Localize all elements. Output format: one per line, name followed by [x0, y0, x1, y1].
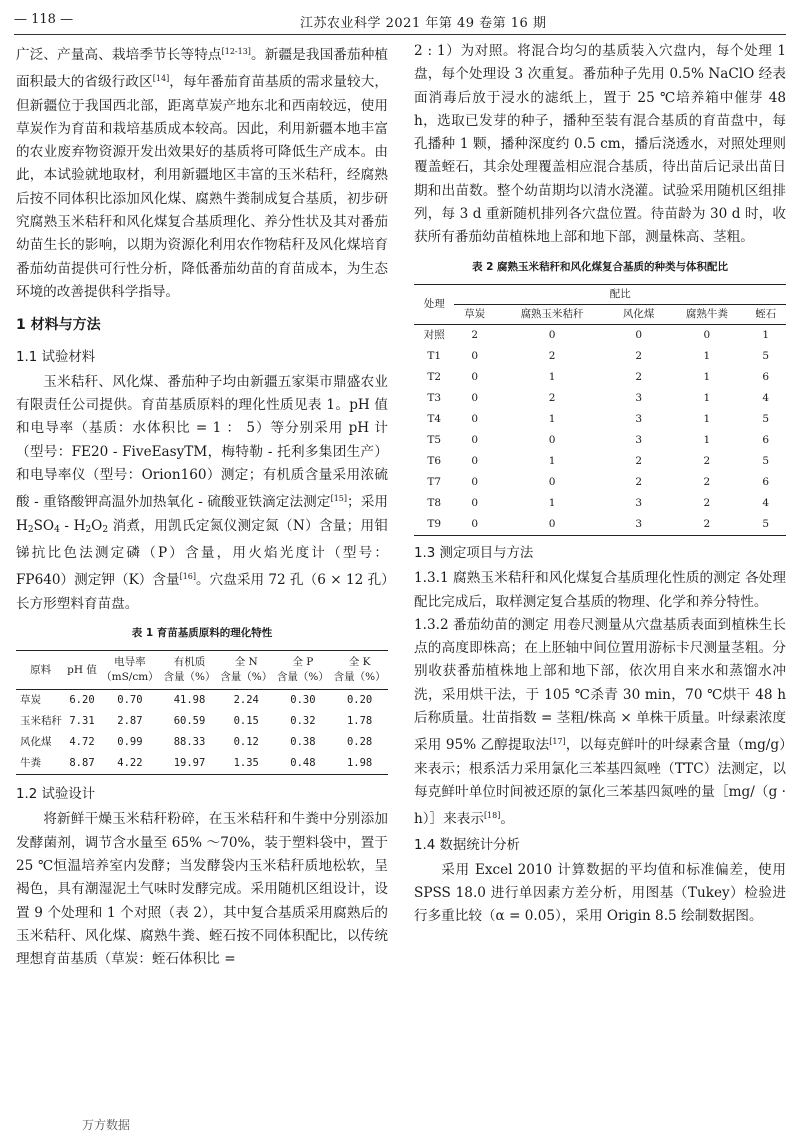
table1-row — [16, 753, 388, 775]
table2-cell: 1 — [548, 454, 556, 467]
table2-cell: 1 — [703, 370, 711, 383]
table2-cell: T9 — [427, 517, 442, 530]
intro-paragraph: 广泛、产量高、栽培季节长等特点[12-13]。新疆是我国番茄种植面积最大的省级行政区[14]，每年番茄育苗基质的需求量较大，但新疆位于我国西北部，距离草炭产地东北和西南较远，使用草炭作为育苗和栽培基质成本较高。因此，利用新疆本地丰富的农业废弃物资源开发出效果好的基质将可降低生产成本。由此，本试验就地取材，利用新疆地区丰富的玉米秸秆，经腐熟后按不同体积比添加风化煤、腐熟牛粪制成复合基质，初步研究腐熟玉米秸秆和风化煤复合基质理化、养分性状及其对番茄幼苗生长的影响，以期为资源化利用农作物秸秆及风化煤培育番茄幼苗提供可行性分析，降低番茄幼苗的育苗成本，为生态环境的改善提供科学指导。 — [16, 47, 389, 300]
table2-cell: 0 — [471, 349, 479, 362]
table2-cell: 3 — [635, 517, 643, 530]
table1-header-cell: 原料 — [30, 663, 52, 676]
table2-cell: 0 — [548, 433, 556, 446]
table2-cell: 0 — [471, 496, 479, 509]
table1-cell: 4.22 — [117, 757, 143, 770]
table2-row — [414, 451, 786, 472]
table1-header-cell: 全 K 含量（%） — [333, 656, 386, 684]
table1-cell: 草炭 — [20, 694, 41, 707]
table1-cell: 19.97 — [173, 757, 206, 770]
table2-cell: 6 — [762, 370, 770, 383]
table2-cell: T2 — [427, 370, 442, 383]
header-rule — [14, 34, 786, 35]
statistics-paragraph: 采用 Excel 2010 计算数据的平均值和标准偏差，使用 SPSS 18.0 进行单因素方差分析，用图基（Tukey）检验进行多重比较（α = 0.05），采用 Origin 8.5 绘制数据图。 — [414, 861, 786, 925]
table1-cell: 0.38 — [290, 736, 316, 749]
table2-cell: 2 — [703, 454, 711, 467]
table1-header-cell: 有机质 含量（%） — [163, 656, 216, 684]
table2-cell: 0 — [703, 328, 711, 341]
table2-cell: 3 — [635, 412, 643, 425]
table2-header-treatment: 处理 — [423, 297, 445, 310]
method-131-title: 1.3.1 腐熟玉米秸秆和风化煤复合基质理化性质的测定 — [414, 570, 741, 587]
method-132-title: 1.3.2 番茄幼苗的测定 — [414, 616, 549, 633]
table2-cell: 0 — [471, 391, 479, 404]
table2-cell: T7 — [427, 475, 442, 488]
table2-cell: T6 — [427, 454, 442, 467]
table2-subheader-cell: 草炭 — [464, 307, 486, 320]
right-column — [414, 40, 786, 929]
table2-cell: 6 — [762, 475, 770, 488]
table2-row — [414, 367, 786, 388]
table2-cell: T4 — [427, 412, 442, 425]
table1-cell: 60.59 — [173, 715, 206, 728]
table2-cell: 1 — [548, 412, 556, 425]
journal-title: 江苏农业科学 2021 年第 49 卷第 16 期 — [300, 16, 547, 31]
table1-cell: 7.31 — [69, 715, 95, 728]
table2-cell: 3 — [635, 433, 643, 446]
table2-cell: 0 — [548, 517, 556, 530]
table2-cell: T8 — [427, 496, 442, 509]
table1-cell: 风化煤 — [20, 736, 52, 749]
table2-cell: 2 — [548, 349, 556, 362]
table1-cell: 0.32 — [290, 715, 316, 728]
table2-cell: 4 — [762, 391, 770, 404]
table1-header-cell: 电导率 （mS/cm） — [101, 656, 159, 684]
table2-cell: 1 — [703, 349, 711, 362]
table2-cell: 4 — [762, 496, 770, 509]
section-heading-materials: 1 材料与方法 — [16, 317, 101, 334]
table1-cell: 0.28 — [346, 736, 373, 749]
table2-cell: 3 — [635, 391, 643, 404]
citation: [16] — [179, 572, 196, 582]
table2-cell: 1 — [703, 412, 711, 425]
table1-cell: 41.98 — [173, 694, 206, 707]
table1-cell: 2.87 — [117, 715, 143, 728]
method-131-paragraph: 1.3.1 腐熟玉米秸秆和风化煤复合基质理化性质的测定 各处理配比完成后，取样测定复合基质的物理、化学和养分特性。 — [414, 570, 786, 610]
table2-cell: 5 — [762, 517, 770, 530]
table2-cell: T5 — [427, 433, 442, 446]
table1-cell: 牛粪 — [20, 757, 41, 770]
materials-paragraph: 玉米秸秆、风化煤、番茄种子均由新疆五家渠市鼎盛农业有限责任公司提供。育苗基质原料的理化性质见表 1。pH 值和电导率（基质：水体积比 = 1 ： 5）等分别采用 pH 计（型号：FE20 - FiveEasyTM，梅特勒 - 托利多集团生产）和电导率仪（型号：Orion160）测定；有机质含量采用浓硫酸 - 重铬酸钾高温外加热氧化 - 硫酸亚铁滴定法测定[15]；采用 $H_2SO_4 - H_2O_2$ 消煮，用凯氏定氮仪测定氮（N）含量；用钼锑抗比色法测定磷（P）含量，用火焰光度计（型号：FP640）测定钾（K）含量[16]。穴盘采用 72 孔（6 × 12 孔）长方形塑料育苗盘。 — [16, 373, 388, 612]
table2-cell: 0 — [471, 433, 479, 446]
table1-cell: 1.98 — [346, 757, 373, 770]
table2-row — [414, 324, 786, 346]
table2-cell: 0 — [548, 475, 556, 488]
table2-row — [414, 514, 786, 536]
table2-cell: 0 — [471, 454, 479, 467]
subsection-heading-methods: 1.3 测定项目与方法 — [414, 545, 534, 561]
subsection-heading-design: 1.2 试验设计 — [16, 787, 96, 803]
table1-header-cell: 全 N 含量（%） — [220, 656, 273, 684]
table2-cell: 1 — [703, 433, 711, 446]
table2-cell: 5 — [762, 349, 770, 362]
table2-cell: 3 — [635, 496, 643, 509]
table1-cell: 0.48 — [290, 757, 316, 770]
table2-cell: 5 — [762, 412, 770, 425]
table1-cell: 0.12 — [233, 736, 259, 749]
table2-cell: 0 — [471, 517, 479, 530]
table2-cell: 0 — [635, 328, 643, 341]
table2-cell: 0 — [471, 475, 479, 488]
table2-cell: 1 — [548, 370, 556, 383]
table2-cell: 2 — [703, 475, 711, 488]
design-continued-paragraph: 2 : 1）为对照。将混合均匀的基质装入穴盘内，每个处理 1 盘，每个处理设 3 次重复。番茄种子先用 0.5% NaClO 经表面消毒后放于浸水的滤纸上，置于 25 ℃培养箱中催芽 48 h，选取已发芽的种子，播种至装有混合基质的育苗盘中，每孔播种 1 颗，播种深度约 0.5 cm，播后浇透水，对照处理则覆盖蛭石，其余处理覆盖相应混合基质，待出苗后记录出苗日期和出苗数。整个幼苗期均以清水浇灌。试验采用随机区组排列，每 3 d 重新随机排列各穴盘位置。待苗龄为 30 d 时，收获所有番茄幼苗植株地上部和地下部，测量株高、茎粗。 — [414, 43, 786, 246]
table2-cell: 0 — [471, 412, 479, 425]
table1-cell: 0.30 — [290, 694, 316, 707]
table2-cell: T3 — [427, 391, 442, 404]
table2-subheader-cell: 腐熟玉米秸秆 — [520, 307, 584, 320]
table1-cell: 0.70 — [117, 694, 143, 707]
table2-row — [414, 493, 786, 514]
table2-cell: 5 — [762, 454, 770, 467]
table1-cell: 1.78 — [346, 715, 373, 728]
table2-row — [414, 388, 786, 409]
table1-cell: 0.99 — [117, 736, 143, 749]
table2-row — [414, 409, 786, 430]
table2-cell: 2 — [635, 454, 643, 467]
table1-cell: 2.24 — [233, 694, 259, 707]
method-132-paragraph: 1.3.2 番茄幼苗的测定 用卷尺测量从穴盘基质表面到植株生长点的高度即株高；在上胚轴中间位置用游标卡尺测量茎粗。分别收获番茄植株地上部和地下部，依次用自来水和蒸馏水冲洗，采用烘干法，于 105 ℃杀青 30 min，70 ℃烘干 48 h 后称质量。壮苗指数 = 茎粗/株高 × 单株干质量。叶绿素浓度采用 95% 乙醇提取法[17]，以每克鲜叶的叶绿素含量（mg/g）来表示；根系活力采用氯化三苯基四氮唑（TTC）法测定，以每克鲜叶单位时间被还原的氯化三苯基四氮唑的量［mg/（g · h）］来表示[18]。 — [414, 616, 786, 828]
table1-caption: 表 1 育苗基质原料的理化特性 — [131, 626, 273, 639]
table1-row — [16, 732, 388, 753]
citation: [14] — [152, 74, 170, 84]
page-number: — 118 — — [14, 12, 74, 27]
citation: [12-13] — [221, 47, 251, 56]
watermark: 万方数据 — [82, 1118, 131, 1132]
table2-caption: 表 2 腐熟玉米秸秆和风化煤复合基质的种类与体积配比 — [471, 260, 729, 273]
table2-cell: 2 — [635, 475, 643, 488]
table2-cell: 0 — [548, 328, 556, 341]
table2-cell: T1 — [427, 349, 442, 362]
table1-cell: 0.15 — [233, 715, 259, 728]
table2-cell: 2 — [471, 328, 479, 341]
table2-cell: 对照 — [423, 328, 445, 341]
table1-cell: 1.35 — [233, 757, 259, 770]
table1-header-cell: pH 值 — [67, 663, 97, 676]
table1-cell: 4.72 — [69, 736, 95, 749]
table1-cell: 6.20 — [69, 694, 95, 707]
table2-cell: 1 — [703, 391, 711, 404]
table2-cell: 2 — [703, 496, 711, 509]
table2-row — [414, 430, 786, 451]
table2-cell: 2 — [703, 517, 711, 530]
table1-cell: 玉米秸秆 — [20, 715, 62, 728]
table1 — [16, 650, 388, 775]
table2-cell: 0 — [471, 370, 479, 383]
table1-cell: 8.87 — [69, 757, 95, 770]
table1-row — [16, 711, 388, 732]
table1-cell: 0.20 — [346, 694, 373, 707]
table2-header-ratio: 配比 — [454, 284, 786, 304]
table2 — [414, 284, 786, 536]
table1-cell: 88.33 — [173, 736, 206, 749]
table2-cell: 1 — [762, 328, 770, 341]
table2-row — [414, 472, 786, 493]
design-paragraph: 将新鲜干燥玉米秸秆粉碎，在玉米秸秆和牛粪中分别添加发酵菌剂，调节含水量至 65% ～70%，装于塑料袋中，置于 25 ℃恒温培养室内发酵；当发酵袋内玉米秸秆质地松软，呈褐色，具有潮湿泥土气味时发酵完成。采用随机区组设计，设置 9 个处理和 1 个对照（表 2），其中复合基质采用腐熟后的玉米秸秆、风化煤、腐熟牛粪、蛭石按不同体积配比，以传统理想育苗基质（草炭：蛭石体积比 = — [16, 811, 388, 968]
table2-row — [414, 346, 786, 367]
table2-cell: 6 — [762, 433, 770, 446]
table2-subheader-cell: 腐熟牛粪 — [685, 307, 728, 320]
table2-cell: 2 — [635, 370, 643, 383]
table2-subheader-cell: 风化煤 — [622, 307, 655, 320]
table2-cell: 1 — [548, 496, 556, 509]
table2-cell: 2 — [635, 349, 643, 362]
subsection-heading-statistics: 1.4 数据统计分析 — [414, 837, 520, 853]
table2-cell: 2 — [548, 391, 556, 404]
table2-subheader-cell: 蛭石 — [755, 307, 777, 320]
subsection-heading-materials: 1.1 试验材料 — [16, 349, 96, 365]
citation: [18] — [483, 811, 501, 821]
table1-row — [16, 690, 388, 712]
table1-header-cell: 全 P 含量（%） — [276, 656, 329, 684]
running-header — [14, 12, 786, 34]
citation: [17] — [549, 737, 566, 747]
left-column — [16, 40, 388, 972]
citation: [15] — [330, 494, 347, 504]
